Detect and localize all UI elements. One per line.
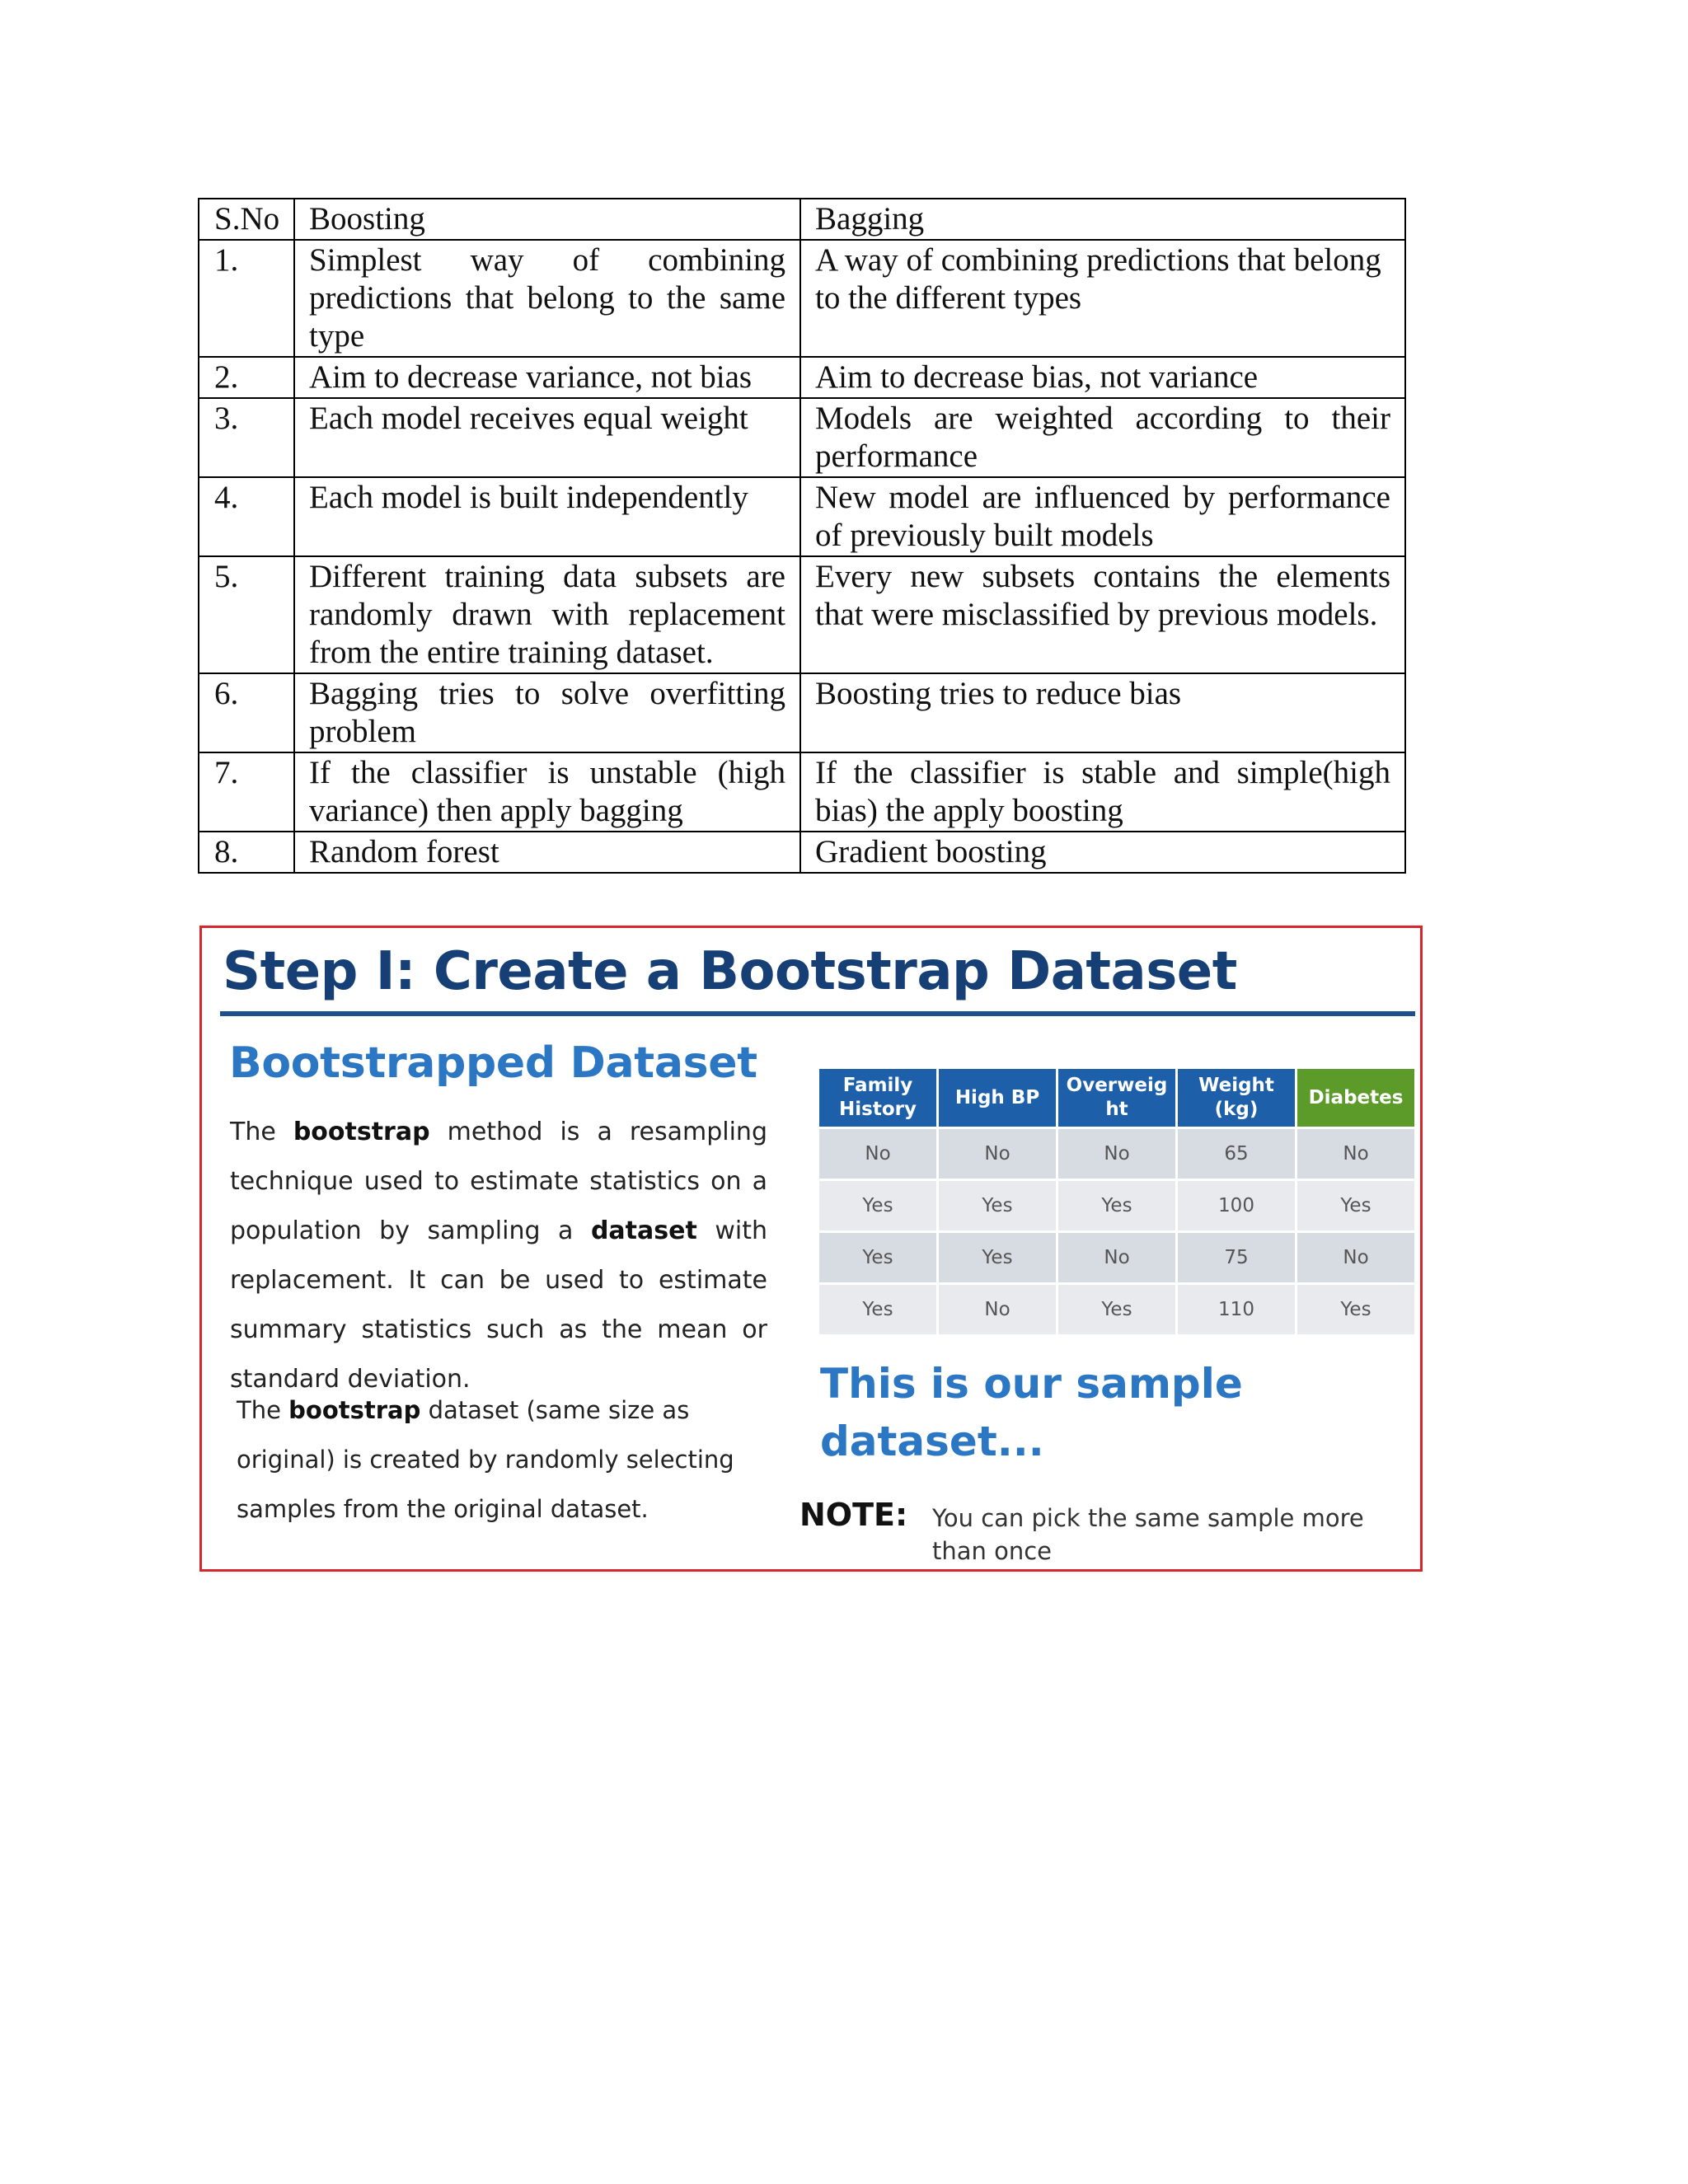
row-bagging: Models are weighted according to their performance bbox=[800, 398, 1405, 477]
table-cell: 110 bbox=[1178, 1285, 1295, 1334]
table-cell: Yes bbox=[1297, 1285, 1414, 1334]
table-row bbox=[199, 240, 1405, 357]
table-row bbox=[819, 1233, 1414, 1282]
boosting-vs-bagging-table bbox=[198, 198, 1406, 874]
desc1-text: The bbox=[230, 1118, 293, 1146]
table-cell: No bbox=[939, 1129, 1056, 1179]
table-cell: No bbox=[1297, 1129, 1414, 1179]
table-cell: Yes bbox=[1058, 1285, 1175, 1334]
row-sno: 6. bbox=[199, 673, 294, 752]
bootstrap-slide bbox=[199, 926, 1423, 1572]
table-row bbox=[199, 832, 1405, 873]
table-row bbox=[199, 752, 1405, 832]
header-bagging: Bagging bbox=[800, 199, 1405, 240]
row-sno: 3. bbox=[199, 398, 294, 477]
table-cell: No bbox=[939, 1285, 1056, 1334]
table-row bbox=[199, 556, 1405, 673]
bootstrap-dataset-description bbox=[237, 1385, 764, 1534]
table-cell: No bbox=[1058, 1129, 1175, 1179]
row-bagging: If the classifier is stable and simple(high bias) the apply boosting bbox=[800, 752, 1405, 832]
header-diabetes: Diabetes bbox=[1297, 1069, 1414, 1127]
table-row bbox=[819, 1181, 1414, 1230]
row-boosting: Bagging tries to solve overfitting problem bbox=[294, 673, 800, 752]
desc2-text: dataset (same size as original) is created by randomly selecting samples from the original dataset. bbox=[237, 1396, 734, 1523]
row-boosting: Simplest way of combining predictions that belong to the same type bbox=[294, 240, 800, 357]
header-sno: S.No bbox=[199, 199, 294, 240]
desc1-bold-bootstrap: bootstrap bbox=[293, 1118, 430, 1146]
table-row bbox=[199, 477, 1405, 556]
note-text: You can pick the same sample more than once bbox=[932, 1504, 1364, 1565]
table-cell: No bbox=[1297, 1233, 1414, 1282]
table-cell: Yes bbox=[1058, 1181, 1175, 1230]
table-header-row bbox=[199, 199, 1405, 240]
table-cell: Yes bbox=[819, 1181, 936, 1230]
table-cell: Yes bbox=[939, 1181, 1056, 1230]
row-boosting: If the classifier is unstable (high variance) then apply bagging bbox=[294, 752, 800, 832]
row-boosting: Each model is built independently bbox=[294, 477, 800, 556]
table-cell: 75 bbox=[1178, 1233, 1295, 1282]
row-boosting: Random forest bbox=[294, 832, 800, 873]
row-bagging: New model are influenced by performance of previously built models bbox=[800, 477, 1405, 556]
slide-subtitle: Bootstrapped Dataset bbox=[229, 1038, 757, 1088]
table-cell: Yes bbox=[939, 1233, 1056, 1282]
row-bagging: A way of combining predictions that belong to the different types bbox=[800, 240, 1405, 357]
table-row bbox=[199, 398, 1405, 477]
desc2-bold-bootstrap: bootstrap bbox=[288, 1396, 421, 1424]
header-boosting: Boosting bbox=[294, 199, 800, 240]
row-bagging: Aim to decrease bias, not variance bbox=[800, 357, 1405, 398]
dataset-header-row bbox=[819, 1069, 1414, 1127]
row-boosting: Each model receives equal weight bbox=[294, 398, 800, 477]
desc1-bold-dataset: dataset bbox=[590, 1216, 697, 1245]
header-high-bp: High BP bbox=[939, 1069, 1056, 1127]
row-sno: 4. bbox=[199, 477, 294, 556]
row-bagging: Boosting tries to reduce bias bbox=[800, 673, 1405, 752]
table-cell: Yes bbox=[1297, 1181, 1414, 1230]
table-cell: 100 bbox=[1178, 1181, 1295, 1230]
table-row bbox=[819, 1285, 1414, 1334]
row-sno: 1. bbox=[199, 240, 294, 357]
table-cell: No bbox=[819, 1129, 936, 1179]
header-weight: Weight (kg) bbox=[1178, 1069, 1295, 1127]
row-bagging: Every new subsets contains the elements that were misclassified by previous models. bbox=[800, 556, 1405, 673]
table-cell: No bbox=[1058, 1233, 1175, 1282]
row-boosting: Different training data subsets are randomly drawn with replacement from the entire training dataset. bbox=[294, 556, 800, 673]
row-sno: 8. bbox=[199, 832, 294, 873]
desc2-text: The bbox=[237, 1396, 289, 1424]
row-bagging: Gradient boosting bbox=[800, 832, 1405, 873]
table-cell: Yes bbox=[819, 1233, 936, 1282]
row-boosting: Aim to decrease variance, not bias bbox=[294, 357, 800, 398]
note-label: NOTE: bbox=[799, 1497, 908, 1533]
slide-title: Step I: Create a Bootstrap Dataset bbox=[223, 941, 1237, 1002]
bootstrap-description bbox=[230, 1108, 767, 1404]
table-row bbox=[199, 357, 1405, 398]
table-cell: 65 bbox=[1178, 1129, 1295, 1179]
row-sno: 5. bbox=[199, 556, 294, 673]
table-cell: Yes bbox=[819, 1285, 936, 1334]
header-overweight: Overweig ht bbox=[1058, 1069, 1175, 1127]
sample-dataset-caption: This is our sample dataset... bbox=[820, 1360, 1243, 1465]
sample-dataset-table bbox=[817, 1066, 1417, 1337]
table-row bbox=[199, 673, 1405, 752]
row-sno: 2. bbox=[199, 357, 294, 398]
header-family-history: Family History bbox=[819, 1069, 936, 1127]
title-divider bbox=[220, 1011, 1415, 1016]
desc1-text: method is a resampling technique used to estimate statistics on a population by sampling a bbox=[230, 1118, 767, 1245]
row-sno: 7. bbox=[199, 752, 294, 832]
desc1-text: with replacement. It can be used to estimate summary statistics such as the mean or standard deviation. bbox=[230, 1216, 767, 1394]
table-row bbox=[819, 1129, 1414, 1179]
